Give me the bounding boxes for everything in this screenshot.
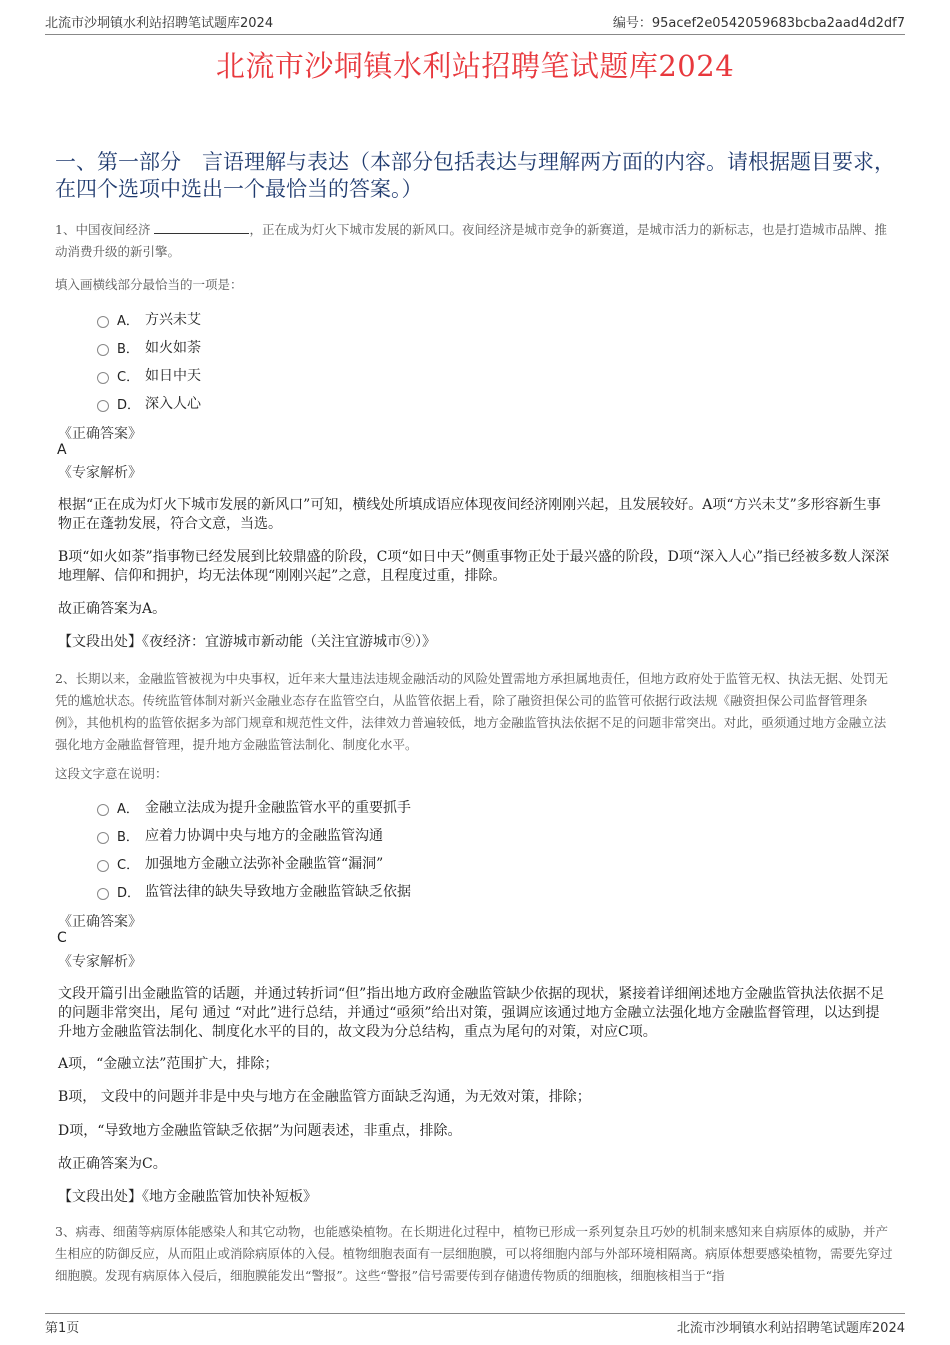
question-2-answer: C bbox=[57, 930, 67, 946]
question-1-analysis-para-1: 根据“正在成为灯火下城市发展的新风口”可知，横线处所填成语应体现夜间经济刚刚兴起，且发展较好。A项“方兴未艾”多形容新生事物正在蓬勃发展，符合文意，当选。 bbox=[58, 497, 881, 532]
question-2-analysis-option-d: D项，“导致地方金融监管缺乏依据”为问题表述，非重点，排除。 bbox=[58, 1123, 462, 1139]
radio-icon[interactable] bbox=[97, 832, 109, 844]
radio-icon[interactable] bbox=[97, 344, 109, 356]
option-label: D． bbox=[117, 397, 141, 413]
question-1-answer-tag: 《正确答案》 bbox=[58, 426, 142, 442]
question-2-analysis-para-1: 文段开篇引出金融监管的话题，并通过转折词“但”指出地方政府金融监管缺少依据的现状，紧接着详细阐述地方金融监管执法依据不足的问题非常突出，尾句 通过 “对此”进行总结，并通过“亟须”给出对策，强调应该通过地方金融立法强化地方金融监督管理，以达到提升地方金融监管法制化、制度化水平的目的，故文段为分总结构，重点为尾句的对策，对应C项。 bbox=[58, 986, 885, 1040]
option-label: C． bbox=[117, 369, 140, 385]
page-footer bbox=[45, 1313, 905, 1336]
header-doc-title: 北流市沙垌镇水利站招聘笔试题库2024 bbox=[45, 16, 274, 31]
question-2-answer-tag: 《正确答案》 bbox=[58, 914, 142, 930]
question-2-analysis-option-a: A项，“金融立法”范围扩大，排除； bbox=[58, 1056, 279, 1072]
question-2-analysis-option-b: B项， 文段中的问题并非是中央与地方在金融监管方面缺乏沟通，为无效对策，排除； bbox=[58, 1089, 591, 1105]
question-1-conclusion: 故正确答案为A。 bbox=[58, 601, 167, 617]
option-text: 如日中天 bbox=[145, 368, 201, 384]
option-label: C． bbox=[117, 857, 140, 873]
question-1-option-c[interactable] bbox=[97, 365, 201, 385]
option-text: 深入人心 bbox=[145, 396, 201, 412]
question-1-text-after: ，正在成为灯火下城市发展的新风口。夜间经济是城市竞争的新赛道，是城市活力的新标志，也是打造城市品牌、推动消费升级的新引擎。 bbox=[55, 222, 887, 259]
question-2-analysis-tag: 《专家解析》 bbox=[58, 954, 142, 970]
option-label: A． bbox=[117, 801, 139, 817]
page-number: 第1页 bbox=[45, 1321, 80, 1336]
question-2-source: 【文段出处】《地方金融监管加快补短板》 bbox=[58, 1189, 317, 1205]
question-1-analysis-para-2: B项“如火如荼”指事物已经发展到比较鼎盛的阶段，C项“如日中天”侧重事物正处于最兴盛的阶段，D项“深入人心”指已经被多数人深深地理解、信仰和拥护，均无法体现“刚刚兴起”之意，且程度过重，排除。 bbox=[58, 549, 890, 584]
question-1-prompt: 填入画横线部分最恰当的一项是： bbox=[55, 277, 243, 292]
question-2-conclusion: 故正确答案为C。 bbox=[58, 1156, 167, 1172]
question-1-analysis-tag: 《专家解析》 bbox=[58, 465, 142, 481]
question-2-option-c[interactable] bbox=[97, 853, 383, 873]
radio-icon[interactable] bbox=[97, 400, 109, 412]
question-1-option-d[interactable] bbox=[97, 393, 201, 413]
question-2-option-a[interactable] bbox=[97, 797, 411, 817]
question-1-text-before: 1、中国夜间经济 bbox=[55, 222, 155, 237]
question-2-text: 2、长期以来，金融监管被视为中央事权，近年来大量违法违规金融活动的风险处置需地方承担属地责任，但地方政府处于监管无权、执法无据、处罚无凭的尴尬状态。传统监管体制对新兴金融业态存在监管空白，从监管依据上看，除了融资担保公司的监管可依据行政法规《融资担保公司监督管理条例》，其他机构的监管依据多为部门规章和规范性文件，法律效力普遍较低，地方金融监管执法依据不足的问题非常突出。对此，亟须通过地方金融立法强化地方金融监督管理，提升地方金融监管法制化、制度化水平。 bbox=[55, 671, 888, 752]
radio-icon[interactable] bbox=[97, 316, 109, 328]
option-label: D． bbox=[117, 885, 141, 901]
question-2-option-d[interactable] bbox=[97, 881, 411, 901]
question-1-answer: A bbox=[57, 442, 67, 458]
option-text: 金融立法成为提升金融监管水平的重要抓手 bbox=[145, 800, 411, 816]
question-2-prompt: 这段文字意在说明： bbox=[55, 766, 168, 781]
option-text: 加强地方金融立法弥补金融监管“漏洞” bbox=[145, 856, 384, 872]
question-1-option-b[interactable] bbox=[97, 337, 201, 357]
header-doc-id: 编号：95acef2e0542059683bcba2aad4d2df7 bbox=[612, 16, 905, 31]
option-label: A． bbox=[117, 313, 139, 329]
option-text: 如火如荼 bbox=[145, 340, 201, 356]
radio-icon[interactable] bbox=[97, 860, 109, 872]
radio-icon[interactable] bbox=[97, 888, 109, 900]
fill-blank-line bbox=[154, 221, 249, 234]
radio-icon[interactable] bbox=[97, 804, 109, 816]
question-1-source: 【文段出处】《夜经济：宜游城市新动能（关注宜游城市⑨）》 bbox=[58, 634, 436, 650]
section-heading: 一、第一部分 言语理解与表达（本部分包括表达与理解两方面的内容。请根据题目要求，在四个选项中选出一个最恰当的答案。） bbox=[55, 150, 895, 201]
question-3-text: 3、病毒、细菌等病原体能感染人和其它动物，也能感染植物。在长期进化过程中，植物已形成一系列复杂且巧妙的机制来感知来自病原体的威胁，并产生相应的防御反应，从而阻止或消除病原体的入侵。植物细胞表面有一层细胞膜，可以将细胞内部与外部环境相隔离。病原体想要感染植物，需要先穿过细胞膜。发现有病原体入侵后，细胞膜能发出“警报”。这些“警报”信号需要传到存储遗传物质的细胞核，细胞核相当于“指 bbox=[55, 1224, 893, 1283]
question-1-option-a[interactable] bbox=[97, 309, 201, 329]
page-title: 北流市沙垌镇水利站招聘笔试题库2024 bbox=[215, 49, 735, 83]
option-label: B． bbox=[117, 829, 139, 845]
question-1-text bbox=[55, 219, 895, 263]
radio-icon[interactable] bbox=[97, 372, 109, 384]
option-label: B． bbox=[117, 341, 139, 357]
option-text: 应着力协调中央与地方的金融监管沟通 bbox=[145, 828, 383, 844]
page-header bbox=[45, 12, 905, 35]
question-2-option-b[interactable] bbox=[97, 825, 383, 845]
footer-doc-title: 北流市沙垌镇水利站招聘笔试题库2024 bbox=[676, 1321, 905, 1336]
option-text: 监管法律的缺失导致地方金融监管缺乏依据 bbox=[145, 884, 411, 900]
option-text: 方兴未艾 bbox=[145, 312, 201, 328]
